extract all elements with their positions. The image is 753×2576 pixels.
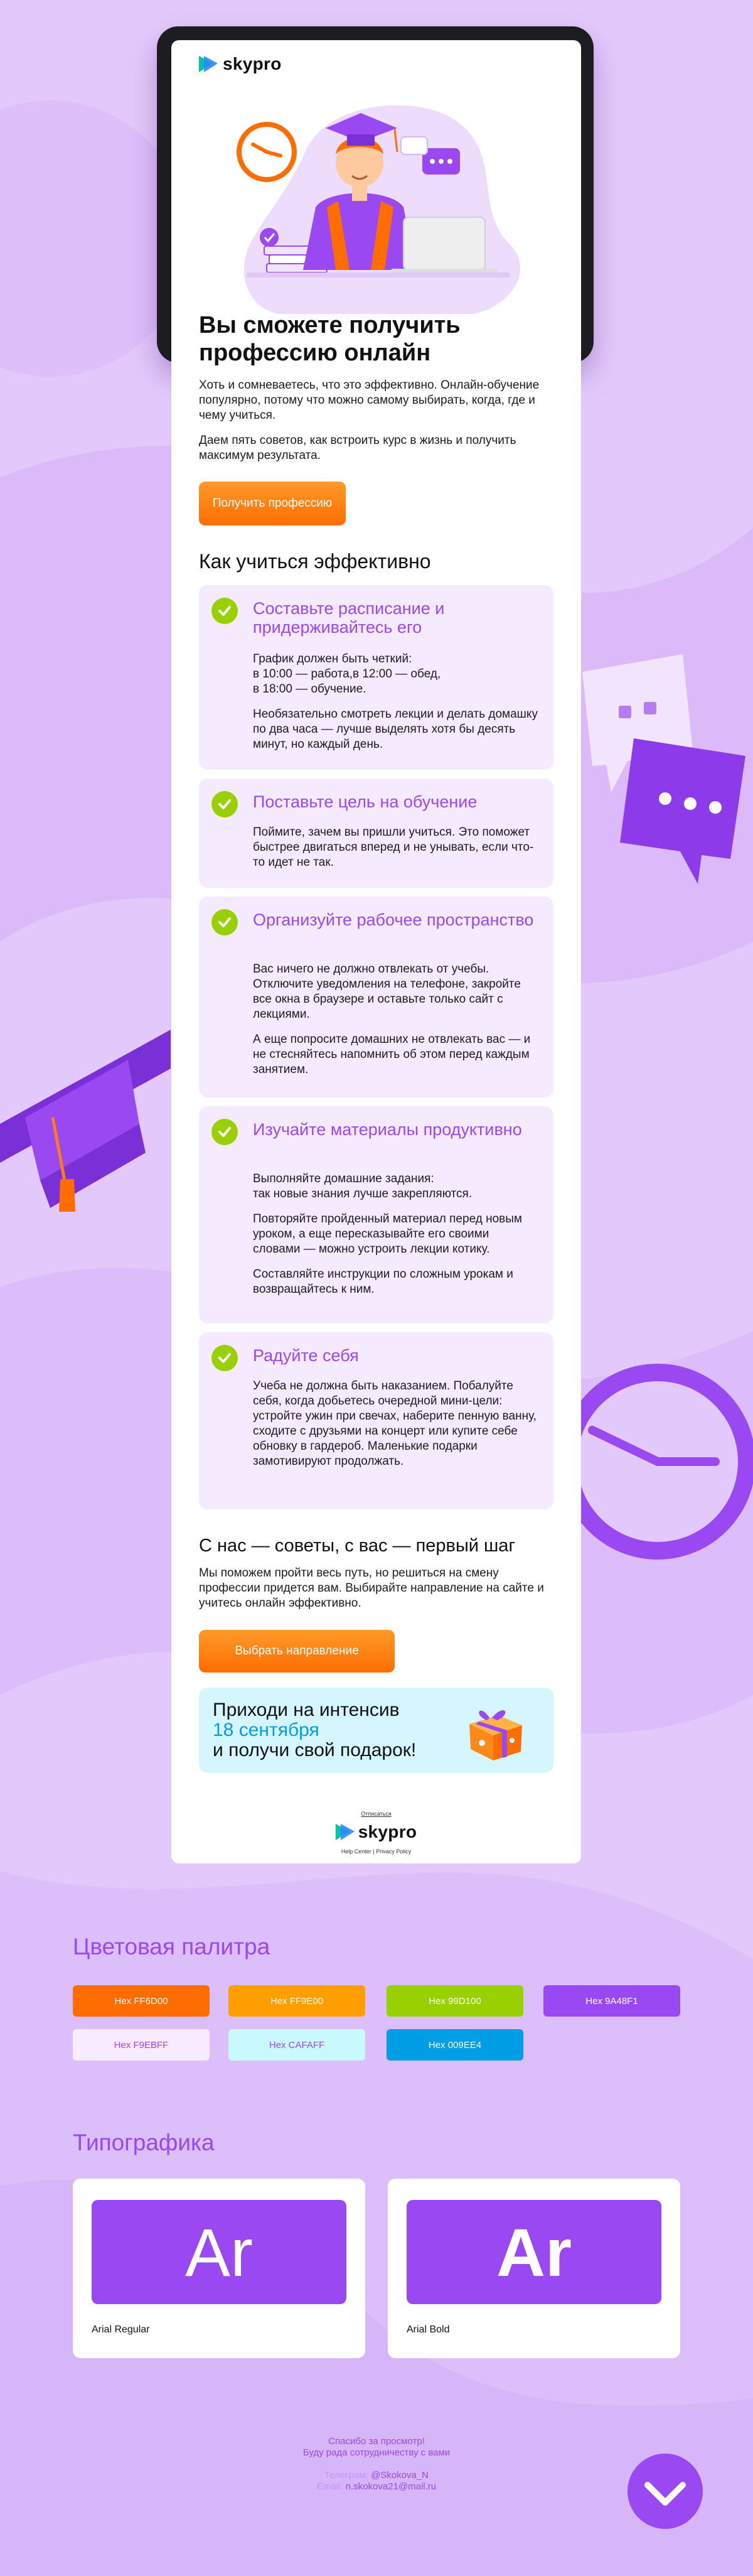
get-profession-button[interactable]: Получить профессию	[199, 482, 346, 525]
hero-paragraph-2: Даем пять советов, как встроить курс в жизнь и получить максимум результата.	[199, 434, 516, 462]
privacy-policy-link[interactable]: Privacy Policy	[376, 1848, 412, 1855]
tip-body	[253, 1379, 538, 1479]
tip-card-2	[199, 779, 553, 888]
telegram-handle[interactable]: @Skokova_N	[371, 2470, 429, 2481]
tip-title: Радуйте себя	[253, 1346, 359, 1365]
checkmark-icon	[211, 909, 238, 935]
color-swatch: Hex FF6D00	[73, 1985, 210, 2017]
tip-paragraph: Выполняйте домашние задания: так новые знания лучше закрепляются.	[253, 1172, 473, 1200]
tip-paragraph: Учеба не должна быть наказанием. Побалуйте себя, когда добьетесь очередной мини-цели: устройте ужин при свечах, наберите пенную ванну, сходите с друзьями на концерт или купите себе обновку в гардероб. Маленькие подарки замотивируют продолжать.	[253, 1379, 537, 1468]
tip-body	[253, 962, 538, 1087]
help-center-link[interactable]: Help Center	[341, 1848, 371, 1855]
email-contact	[251, 2481, 502, 2492]
tip-card-3	[199, 897, 553, 1097]
tip-card-4	[199, 1106, 553, 1323]
type-sample-regular: Ar	[92, 2200, 346, 2304]
tip-body	[253, 1172, 538, 1307]
tips-heading: Как учиться эффективно	[199, 550, 431, 573]
header-logo[interactable]	[199, 51, 282, 77]
tip-paragraph: Составляйте инструкции по сложным урокам и возвращайтесь к ним.	[253, 1268, 513, 1296]
tip-card-1	[199, 585, 553, 770]
type-card-bold	[388, 2179, 680, 2358]
checkmark-icon	[211, 1345, 238, 1371]
scroll-down-icon	[628, 2454, 703, 2529]
tip-paragraph: Повторяйте пройденный материал перед новым уроком, а еще пересказывайте его своими словами — можно устроить лекции котику.	[253, 1212, 522, 1256]
tip-paragraph: А еще попросите домашних не отвлекать вас — и не стесняйтесь напомнить об этом перед каждым занятием.	[253, 1033, 531, 1076]
telegram-label: Телеграм:	[324, 2470, 368, 2481]
footer-links	[171, 1848, 581, 1855]
type-sample-bold: Ar	[407, 2200, 661, 2304]
clock-icon	[560, 1364, 753, 1560]
color-swatch: Hex F9EBFF	[73, 2029, 210, 2061]
palette-title: Цветовая палитра	[73, 1934, 270, 1959]
cta-text: Мы поможем пройти весь путь, но решиться на смену профессии придется вам. Выбирайте направление на сайте и учитесь онлайн эффективно.	[199, 1566, 544, 1610]
checkmark-icon	[211, 598, 238, 624]
telegram-contact	[251, 2470, 502, 2481]
tip-title: Составьте расписание и придерживайтесь его	[253, 599, 445, 637]
logo-text: skypro	[358, 1822, 417, 1841]
promo-line-1: Приходи на интенсив	[213, 1700, 400, 1720]
email-letter	[171, 40, 581, 1863]
email-footer	[171, 1811, 581, 1855]
cta-heading: С нас — советы, с вас — первый шаг	[199, 1536, 516, 1556]
tip-paragraph: Поймите, зачем вы пришли учиться. Это поможет быстрее двигаться вперед и не унывать, если что-то идет не так.	[253, 826, 534, 869]
color-swatch: Hex 99D100	[387, 1985, 523, 2017]
type-card-regular	[73, 2179, 365, 2358]
tip-body	[253, 825, 538, 880]
hero-title: Вы сможете получить профессию онлайн	[199, 312, 461, 366]
color-swatch: Hex 009EE4	[387, 2029, 523, 2061]
checkmark-icon	[211, 1119, 238, 1145]
unsubscribe-link[interactable]: Отписаться	[361, 1811, 392, 1817]
promo-line-2: и получи свой подарок!	[213, 1740, 417, 1760]
tip-paragraph: Необязательно смотреть лекции и делать домашку по два часа — лучше выделять хотя бы десять минут, но каждый день.	[253, 708, 538, 751]
type-label-regular: Arial Regular	[92, 2324, 150, 2335]
email-label: Email:	[316, 2481, 343, 2492]
color-swatch: Hex 9A48F1	[543, 1985, 680, 2017]
hero-illustration	[209, 82, 548, 333]
tip-title: Поставьте цель на обучение	[253, 792, 478, 811]
tip-paragraph: График должен быть четкий: в 10:00 — работа,в 12:00 — обед, в 18:00 — обучение.	[253, 652, 441, 696]
promo-date: 18 сентября	[213, 1720, 319, 1740]
tip-title: Изучайте материалы продуктивно	[253, 1120, 522, 1139]
tip-paragraph: Вас ничего не должно отвлекать от учебы. Отключите уведомления на телефоне, закройте все окна в браузере и оставьте только сайт с лекциями.	[253, 962, 521, 1021]
typography-title: Типографика	[73, 2130, 215, 2155]
thanks-text: Спасибо за просмотр!	[328, 2436, 425, 2447]
footer-logo[interactable]	[171, 1822, 581, 1842]
logo-text: skypro	[223, 54, 282, 73]
footer-separator: |	[373, 1848, 375, 1855]
promo-banner[interactable]	[199, 1688, 553, 1773]
skypro-logo-icon	[336, 1824, 355, 1840]
email-address[interactable]: n.skokova21@mail.ru	[345, 2481, 437, 2492]
skypro-logo-icon	[199, 56, 218, 72]
tip-title: Организуйте рабочее пространство	[253, 910, 534, 929]
tip-card-5	[199, 1332, 553, 1509]
promo-text	[213, 1700, 416, 1760]
color-swatch: Hex FF9E00	[228, 1985, 365, 2017]
hero-paragraph-1: Хоть и сомневаетесь, что это эффективно. Онлайн-обучение популярно, потому что можно самому выбирать, когда, где и чему учиться.	[199, 379, 540, 422]
cooperation-text: Буду рада сотрудничеству с вами	[302, 2447, 451, 2458]
checkmark-icon	[211, 791, 238, 817]
tip-body	[253, 652, 538, 762]
hero-text	[199, 311, 553, 463]
choose-direction-button[interactable]: Выбрать направление	[199, 1630, 395, 1673]
type-label-bold: Arial Bold	[407, 2324, 450, 2335]
color-swatch: Hex CAFAFF	[228, 2029, 365, 2061]
gift-icon	[461, 1696, 528, 1764]
